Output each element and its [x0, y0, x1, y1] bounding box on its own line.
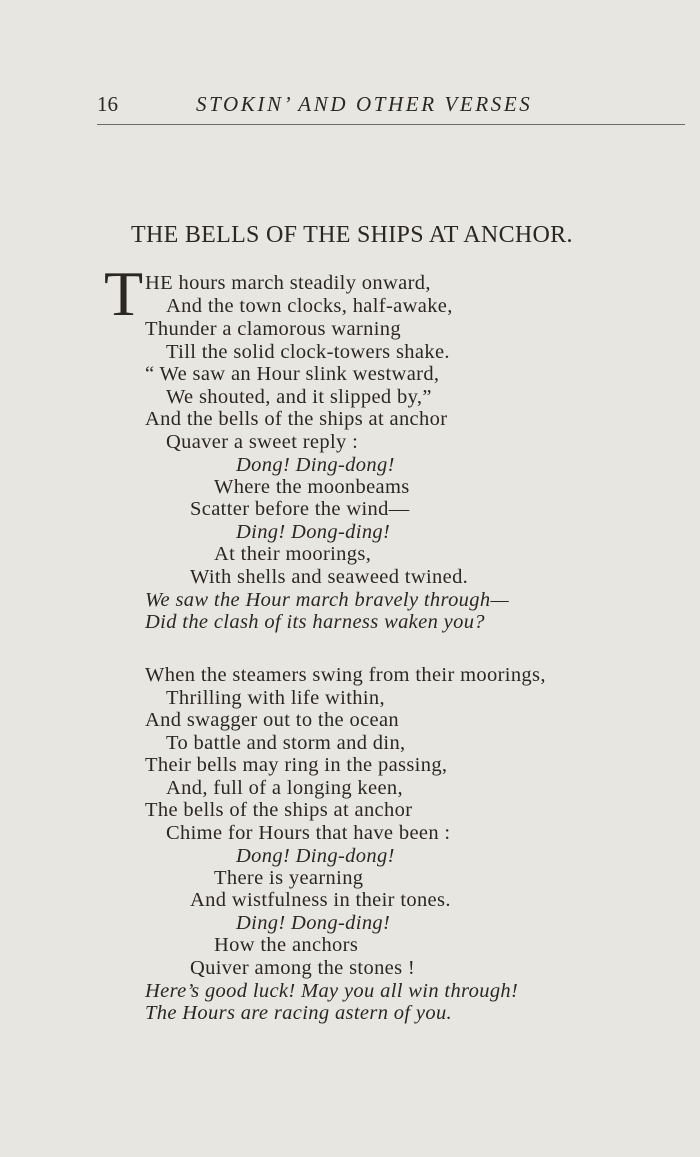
poem-line: Scatter before the wind—	[190, 498, 410, 520]
poem-line: Chime for Hours that have been :	[166, 822, 451, 844]
drop-cap: T	[104, 258, 144, 329]
header-rule	[97, 124, 685, 125]
running-title: STOKIN’ AND OTHER VERSES	[196, 92, 533, 116]
running-head	[0, 88, 700, 120]
poem-line: Dong! Ding-dong!	[236, 454, 395, 476]
poem-line: Dong! Ding-dong!	[236, 845, 395, 867]
poem-title: THE BELLS OF THE SHIPS AT ANCHOR.	[131, 222, 573, 248]
poem-line: We saw the Hour march bravely through—	[145, 589, 510, 611]
poem-line: When the steamers swing from their moorings,	[145, 664, 546, 686]
poem-line: And swagger out to the ocean	[145, 709, 400, 731]
poem-line: At their moorings,	[214, 543, 372, 565]
poem-line: We shouted, and it slipped by,”	[166, 386, 432, 408]
poem-line: And the town clocks, half-awake,	[166, 295, 453, 317]
page-number: 16	[97, 92, 118, 116]
poem-line: “ We saw an Hour slink westward,	[145, 363, 440, 385]
poem-line: Where the moonbeams	[214, 476, 410, 498]
poem-line: With shells and seaweed twined.	[190, 566, 469, 588]
poem-line: And wistfulness in their tones.	[190, 889, 451, 911]
poem-line: Ding! Dong-ding!	[236, 521, 391, 543]
poem-line: Here’s good luck! May you all win through!	[145, 980, 519, 1002]
poem-line: There is yearning	[214, 867, 364, 889]
poem-line: The Hours are racing astern of you.	[145, 1002, 453, 1024]
poem-line: Ding! Dong-ding!	[236, 912, 391, 934]
poem-line: Thunder a clamorous warning	[145, 318, 401, 340]
poem-line: The bells of the ships at anchor	[145, 799, 413, 821]
poem-line: And, full of a longing keen,	[166, 777, 403, 799]
poem-line: Did the clash of its harness waken you?	[145, 611, 485, 633]
poem-line: Till the solid clock-towers shake.	[166, 341, 450, 363]
poem-line: Thrilling with life within,	[166, 687, 385, 709]
poem-line: How the anchors	[214, 934, 359, 956]
poem-line: Quaver a sweet reply :	[166, 431, 359, 453]
poem-line: Their bells may ring in the passing,	[145, 754, 448, 776]
poem-line: HE hours march steadily onward,	[145, 272, 431, 294]
poem-line: To battle and storm and din,	[166, 732, 406, 754]
poem-line: Quiver among the stones !	[190, 957, 416, 979]
poem-line: And the bells of the ships at anchor	[145, 408, 448, 430]
